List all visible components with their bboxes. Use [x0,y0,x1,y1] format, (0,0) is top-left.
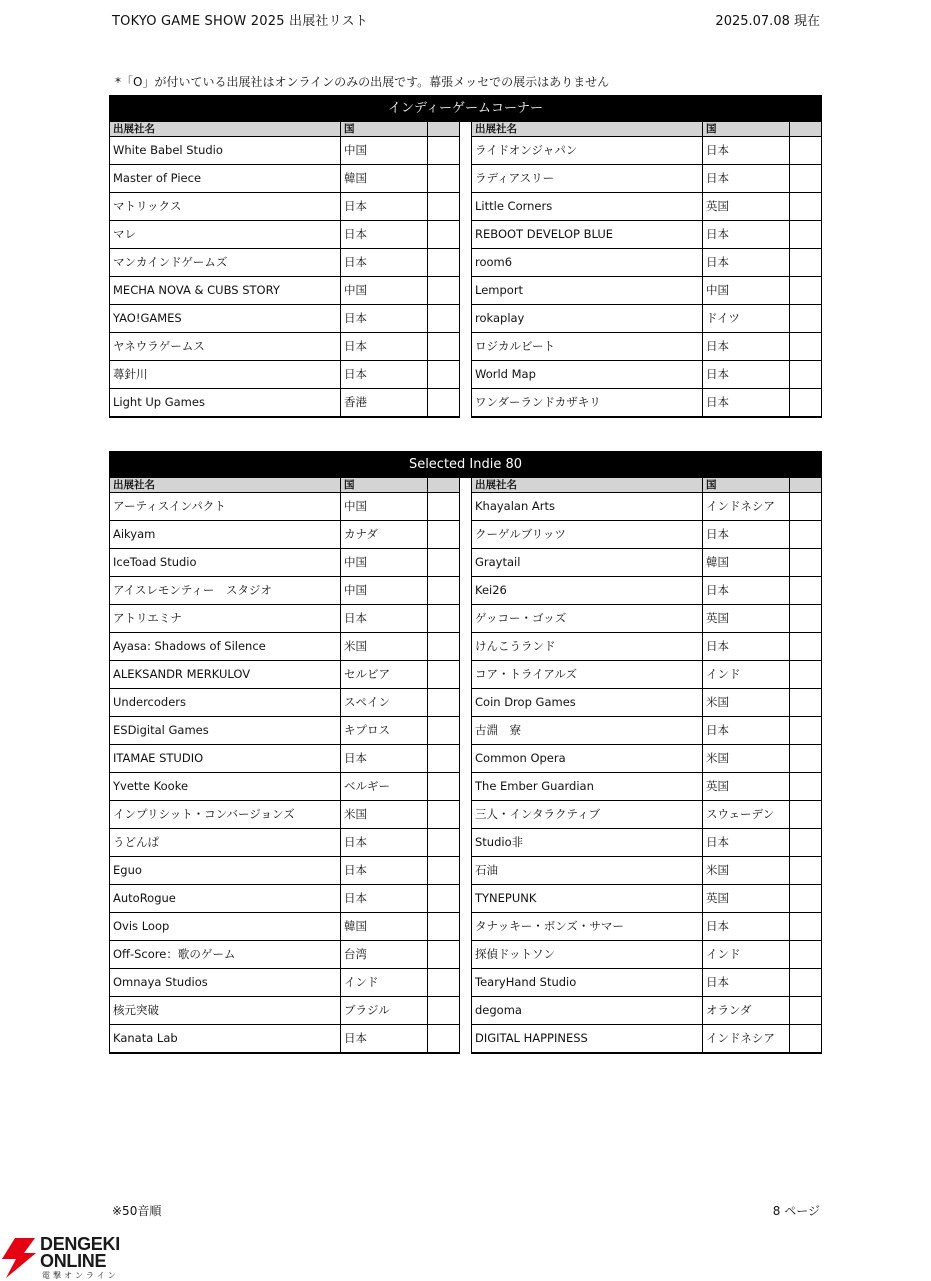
country-cell: 英国 [703,885,790,913]
country-cell: 米国 [703,689,790,717]
country-column-header: 国 [703,122,790,137]
mark-cell [790,857,822,885]
name-column-header: 出展社名 [472,478,703,493]
country-cell: ドイツ [703,305,790,333]
exhibitor-name-cell: Aikyam [110,521,341,549]
exhibitor-name-cell: DIGITAL HAPPINESS [472,1025,703,1054]
exhibitor-name-cell: ゲッコー・ゴッズ [472,605,703,633]
mark-cell [790,801,822,829]
country-cell: 韓国 [341,165,428,193]
exhibitor-name-cell: マンカインドゲームズ [110,249,341,277]
mark-cell [428,549,460,577]
table-row [472,361,822,389]
table-row [110,885,460,913]
country-cell: 中国 [341,549,428,577]
table-row [472,577,822,605]
mark-cell [790,1025,822,1054]
exhibitor-name-cell: Master of Piece [110,165,341,193]
mark-cell [428,277,460,305]
country-cell: 中国 [341,137,428,165]
table-row [472,249,822,277]
mark-cell [790,493,822,521]
exhibitor-name-cell: Yvette Kooke [110,773,341,801]
table-row [472,521,822,549]
country-cell: スウェーデン [703,801,790,829]
logo-text-top: DENGEKI [40,1234,120,1254]
table-row [110,193,460,221]
exhibitor-name-cell: タナッキー・ボンズ・サマー [472,913,703,941]
exhibitor-table-left [109,478,460,1054]
country-cell: 日本 [703,137,790,165]
logo-text-sub: 電撃オンライン [42,1271,119,1280]
table-row [110,277,460,305]
country-cell: 日本 [703,829,790,857]
mark-cell [790,969,822,997]
country-cell: 日本 [341,829,428,857]
mark-cell [428,333,460,361]
mark-cell [428,221,460,249]
name-column-header: 出展社名 [110,478,341,493]
exhibitor-name-cell: 核元突破 [110,997,341,1025]
section-indie-game-corner [109,95,822,418]
country-cell: 日本 [703,221,790,249]
mark-cell [790,577,822,605]
exhibitor-name-cell: 探偵ドットソン [472,941,703,969]
table-row [110,913,460,941]
table-row [472,717,822,745]
exhibitor-name-cell: Kei26 [472,577,703,605]
table-row [110,773,460,801]
exhibitor-name-cell: Ayasa: Shadows of Silence [110,633,341,661]
table-row [472,633,822,661]
exhibitor-name-cell: うどんぱ [110,829,341,857]
mark-column-header [790,478,822,493]
country-cell: 米国 [341,633,428,661]
mark-cell [428,997,460,1025]
table-row [110,549,460,577]
mark-cell [428,1025,460,1054]
table-row [110,633,460,661]
exhibitor-name-cell: Undercoders [110,689,341,717]
table-row [472,193,822,221]
exhibitor-name-cell: Little Corners [472,193,703,221]
exhibitor-name-cell: REBOOT DEVELOP BLUE [472,221,703,249]
table-row [110,941,460,969]
mark-cell [790,633,822,661]
country-cell: 英国 [703,605,790,633]
table-row [472,885,822,913]
country-cell: カナダ [341,521,428,549]
table-row [472,137,822,165]
country-cell: 日本 [341,361,428,389]
mark-cell [790,165,822,193]
exhibitor-name-cell: degoma [472,997,703,1025]
exhibitor-name-cell: ALEKSANDR MERKULOV [110,661,341,689]
exhibitor-name-cell: Kanata Lab [110,1025,341,1054]
mark-cell [428,493,460,521]
mark-cell [428,913,460,941]
country-cell: 日本 [703,913,790,941]
exhibitor-name-cell: AutoRogue [110,885,341,913]
mark-cell [428,521,460,549]
exhibitor-name-cell: The Ember Guardian [472,773,703,801]
country-cell: 英国 [703,773,790,801]
exhibitor-name-cell: クーゲルブリッツ [472,521,703,549]
mark-cell [428,305,460,333]
table-row [110,221,460,249]
table-row [110,493,460,521]
mark-cell [790,137,822,165]
mark-cell [428,941,460,969]
country-cell: 日本 [341,1025,428,1054]
country-cell: 中国 [341,493,428,521]
country-cell: キプロス [341,717,428,745]
country-cell: 日本 [703,521,790,549]
exhibitor-name-cell: Omnaya Studios [110,969,341,997]
country-cell: オランダ [703,997,790,1025]
mark-cell [428,389,460,418]
country-cell: 台湾 [341,941,428,969]
mark-cell [428,689,460,717]
mark-cell [790,249,822,277]
table-row [472,689,822,717]
table-header-row [472,122,822,137]
country-cell: 日本 [341,193,428,221]
country-cell: 日本 [341,885,428,913]
country-cell: 韓国 [703,549,790,577]
mark-column-header [428,122,460,137]
table-row [110,361,460,389]
table-row [110,577,460,605]
mark-cell [428,165,460,193]
exhibitor-name-cell: Coin Drop Games [472,689,703,717]
mark-cell [790,913,822,941]
mark-cell [790,885,822,913]
table-row [472,1025,822,1054]
table-header-row [110,122,460,137]
online-only-note: *「O」が付いている出展社はオンラインのみの出展です。幕張メッセでの展示はありません [115,75,610,89]
table-row [110,1025,460,1054]
name-column-header: 出展社名 [472,122,703,137]
mark-cell [790,829,822,857]
table-row [110,521,460,549]
country-cell: インドネシア [703,493,790,521]
exhibitor-name-cell: White Babel Studio [110,137,341,165]
country-cell: 米国 [703,745,790,773]
country-cell: インド [703,661,790,689]
mark-column-header [790,122,822,137]
country-column-header: 国 [341,122,428,137]
country-cell: 中国 [341,577,428,605]
table-row [472,305,822,333]
table-row [110,857,460,885]
exhibitor-name-cell: ESDigital Games [110,717,341,745]
exhibitor-name-cell: ロジカルビート [472,333,703,361]
country-column-header: 国 [341,478,428,493]
mark-cell [790,661,822,689]
country-cell: 日本 [703,969,790,997]
exhibitor-name-cell: Light Up Games [110,389,341,418]
country-cell: 日本 [703,633,790,661]
mark-cell [790,997,822,1025]
exhibitor-name-cell: MECHA NOVA & CUBS STORY [110,277,341,305]
exhibitor-name-cell: TYNEPUNK [472,885,703,913]
mark-cell [790,389,822,418]
country-cell: 日本 [341,333,428,361]
table-row [110,829,460,857]
mark-cell [790,689,822,717]
country-cell: 日本 [703,333,790,361]
name-column-header: 出展社名 [110,122,341,137]
exhibitor-name-cell: 三人・インタラクティブ [472,801,703,829]
table-row [110,389,460,418]
table-row [472,661,822,689]
country-cell: 米国 [341,801,428,829]
country-cell: 韓国 [341,913,428,941]
country-cell: 中国 [703,277,790,305]
sort-order-note: ※50音順 [112,1204,162,1218]
country-cell: 日本 [703,389,790,418]
mark-cell [428,773,460,801]
exhibitor-table-right [471,122,822,418]
table-row [472,277,822,305]
country-cell: 日本 [703,361,790,389]
mark-cell [790,941,822,969]
table-row [110,745,460,773]
exhibitor-name-cell: ITAMAE STUDIO [110,745,341,773]
mark-cell [790,193,822,221]
exhibitor-name-cell: Ovis Loop [110,913,341,941]
country-cell: インドネシア [703,1025,790,1054]
mark-cell [790,277,822,305]
exhibitor-table-left [109,122,460,418]
section-selected-indie-80 [109,451,822,1054]
mark-cell [790,773,822,801]
table-row [110,969,460,997]
mark-cell [790,605,822,633]
table-row [472,941,822,969]
country-cell: ベルギー [341,773,428,801]
exhibitor-name-cell: ラディアスリー [472,165,703,193]
country-cell: 英国 [703,193,790,221]
mark-cell [428,745,460,773]
section-title: Selected Indie 80 [109,451,822,478]
exhibitor-name-cell: 蕁針川 [110,361,341,389]
exhibitor-name-cell: ワンダーランドカザキリ [472,389,703,418]
table-row [472,913,822,941]
table-row [110,333,460,361]
table-row [472,857,822,885]
exhibitor-name-cell: Graytail [472,549,703,577]
country-cell: 米国 [703,857,790,885]
table-row [472,997,822,1025]
mark-cell [428,249,460,277]
mark-cell [790,521,822,549]
country-cell: 日本 [703,165,790,193]
dengeki-online-logo [2,1236,132,1280]
mark-cell [428,661,460,689]
mark-cell [428,193,460,221]
country-cell: インド [703,941,790,969]
mark-cell [790,361,822,389]
table-row [110,801,460,829]
exhibitor-name-cell: rokaplay [472,305,703,333]
country-cell: ブラジル [341,997,428,1025]
country-cell: 日本 [703,249,790,277]
mark-cell [428,857,460,885]
logo-text-bottom: ONLINE [40,1251,107,1271]
country-cell: 中国 [341,277,428,305]
country-cell: 日本 [341,249,428,277]
table-row [472,493,822,521]
mark-cell [428,801,460,829]
mark-cell [428,829,460,857]
exhibitor-name-cell: 古淵 寮 [472,717,703,745]
exhibitor-name-cell: マトリックス [110,193,341,221]
exhibitor-name-cell: けんこうランド [472,633,703,661]
lightning-bolt-icon [2,1238,38,1278]
country-cell: インド [341,969,428,997]
table-row [472,605,822,633]
exhibitor-name-cell: Khayalan Arts [472,493,703,521]
mark-cell [790,549,822,577]
exhibitor-name-cell: ライドオンジャパン [472,137,703,165]
mark-cell [428,717,460,745]
document-title: TOKYO GAME SHOW 2025 出展社リスト [112,14,368,29]
table-row [472,773,822,801]
exhibitor-name-cell: TearyHand Studio [472,969,703,997]
exhibitor-name-cell: IceToad Studio [110,549,341,577]
table-row [110,137,460,165]
table-header-row [110,478,460,493]
table-row [472,745,822,773]
table-row [472,221,822,249]
country-cell: 日本 [703,717,790,745]
table-row [110,661,460,689]
table-row [472,333,822,361]
country-cell: 日本 [703,577,790,605]
exhibitor-name-cell: Studio非 [472,829,703,857]
table-row [110,165,460,193]
mark-cell [790,333,822,361]
table-header-row [472,478,822,493]
table-row [110,605,460,633]
mark-cell [790,305,822,333]
exhibitor-name-cell: Off-Score：歌のゲーム [110,941,341,969]
exhibitor-name-cell: 石油 [472,857,703,885]
country-cell: 日本 [341,745,428,773]
exhibitor-name-cell: ヤネウラゲームス [110,333,341,361]
exhibitor-name-cell: コア・トライアルズ [472,661,703,689]
exhibitor-name-cell: インプリシット・コンバージョンズ [110,801,341,829]
exhibitor-name-cell: World Map [472,361,703,389]
country-cell: スペイン [341,689,428,717]
mark-cell [790,221,822,249]
country-cell: 日本 [341,305,428,333]
table-row [110,997,460,1025]
exhibitor-name-cell: マレ [110,221,341,249]
exhibitor-name-cell: アーティスインパクト [110,493,341,521]
table-row [110,305,460,333]
mark-cell [790,717,822,745]
mark-cell [428,969,460,997]
table-row [110,689,460,717]
exhibitor-table-right [471,478,822,1054]
country-cell: セルビア [341,661,428,689]
mark-cell [428,885,460,913]
exhibitor-name-cell: YAO!GAMES [110,305,341,333]
section-title: インディーゲームコーナー [109,95,822,122]
mark-cell [428,577,460,605]
mark-column-header [428,478,460,493]
exhibitor-name-cell: Lemport [472,277,703,305]
mark-cell [428,361,460,389]
exhibitor-name-cell: アイスレモンティー スタジオ [110,577,341,605]
exhibitor-name-cell: Eguo [110,857,341,885]
country-column-header: 国 [703,478,790,493]
table-row [472,389,822,418]
table-row [472,829,822,857]
mark-cell [790,745,822,773]
table-row [110,717,460,745]
country-cell: 日本 [341,857,428,885]
country-cell: 日本 [341,221,428,249]
exhibitor-name-cell: Common Opera [472,745,703,773]
country-cell: 日本 [341,605,428,633]
exhibitor-name-cell: アトリエミナ [110,605,341,633]
mark-cell [428,633,460,661]
country-cell: 香港 [341,389,428,418]
exhibitor-name-cell: room6 [472,249,703,277]
document-date: 2025.07.08 現在 [715,14,820,29]
table-row [472,549,822,577]
table-row [110,249,460,277]
page-number: 8 ページ [772,1204,820,1218]
mark-cell [428,137,460,165]
table-row [472,801,822,829]
table-row [472,165,822,193]
mark-cell [428,605,460,633]
table-row [472,969,822,997]
